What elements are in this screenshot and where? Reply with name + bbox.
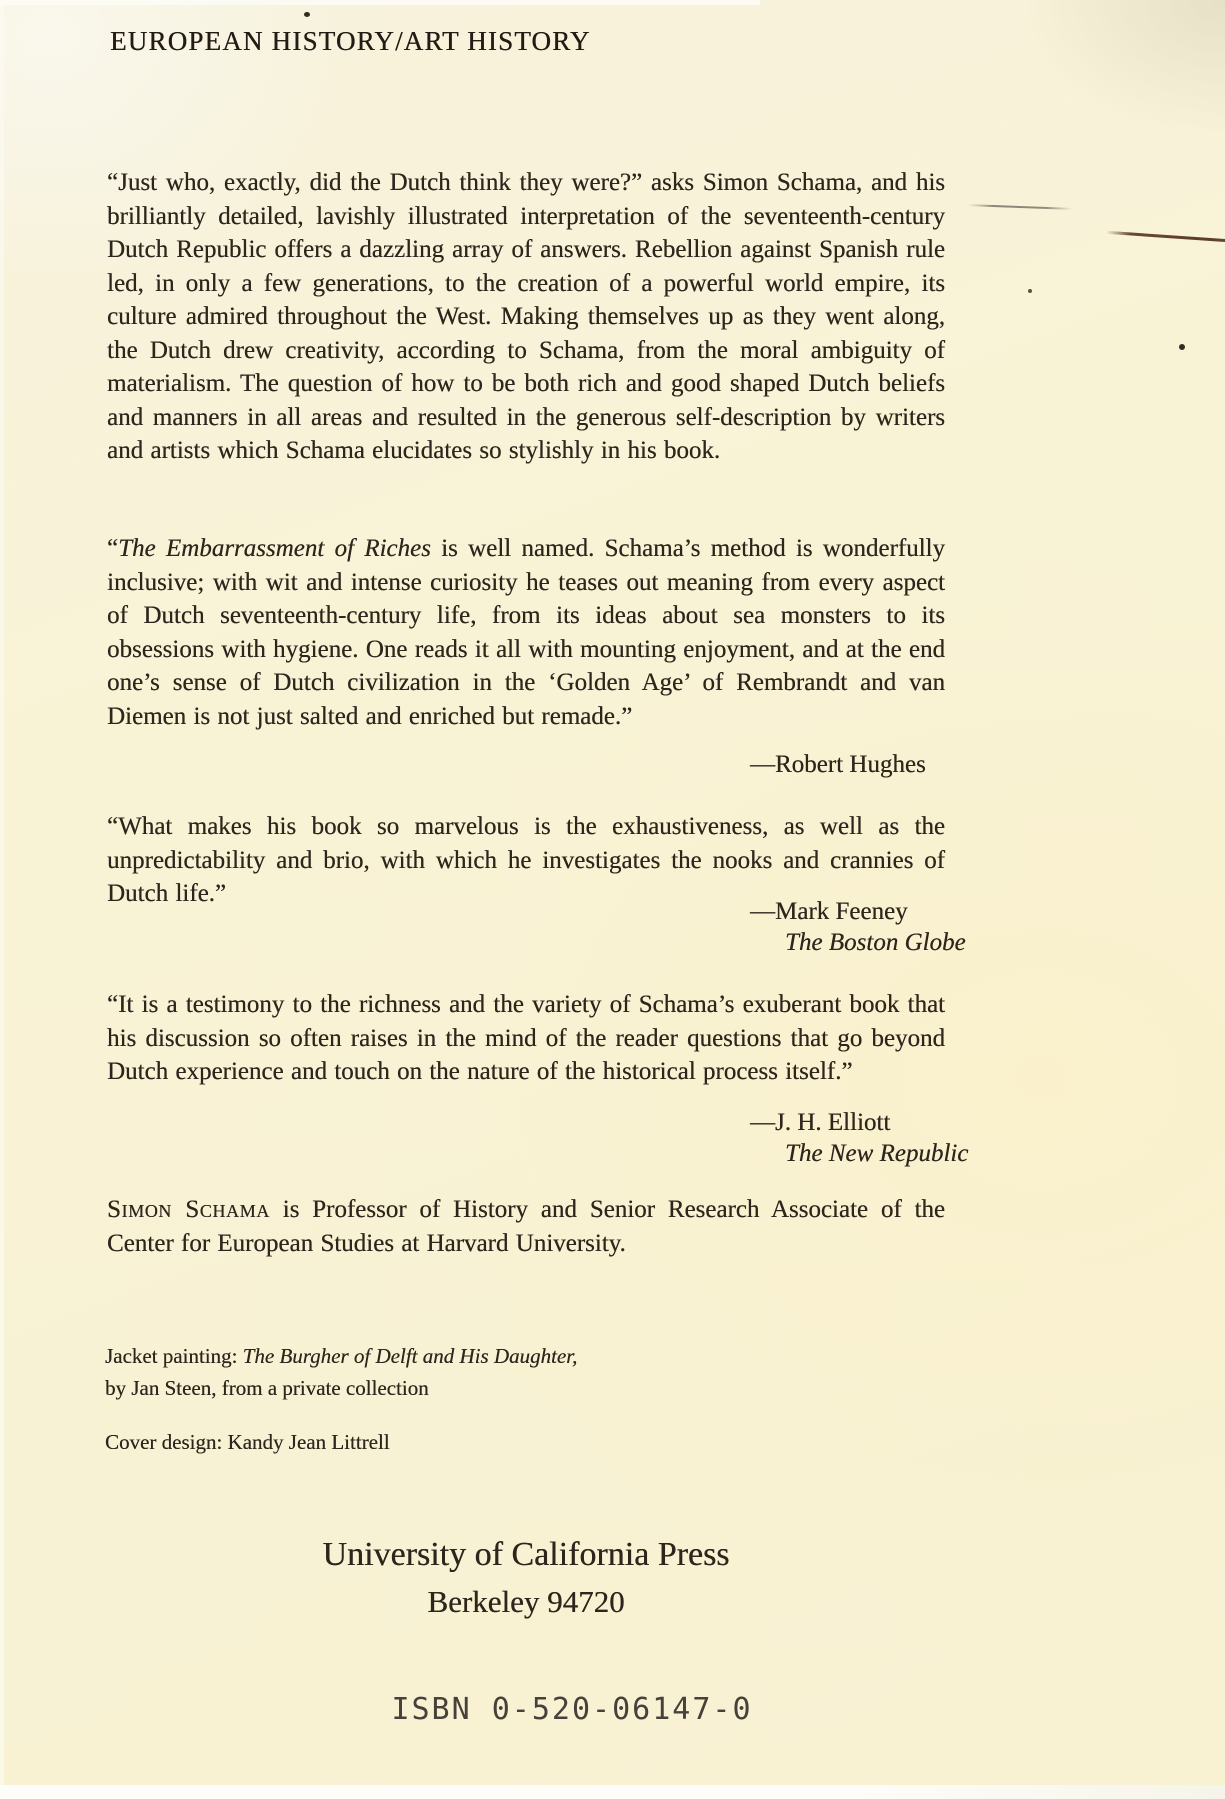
review-quote-elliott [107,988,945,1089]
text-segment: is well named. Schama’s method is wonderfully inclusive; with wit and intense curiosity he teases out meaning from every aspect of Dutch seventeenth-century life, from its ideas about sea monsters to its obsessions with hygiene. One reads it all with mounting enjoyment, and at the end one’s sense of Dutch civilization in the ‘Golden Age’ of Rembrandt and van Diemen is not just salted and enriched but remade.” [107,535,945,730]
source-new-republic: The New Republic [785,1140,969,1167]
attribution-robert-hughes: —Robert Hughes [750,751,926,778]
source-boston-globe: The Boston Globe [785,929,966,956]
jacket-painting-credit [105,1340,805,1404]
category-header: EUROPEAN HISTORY/ART HISTORY [110,26,591,56]
text-segment: Jacket painting: [105,1344,243,1368]
scan-edge-left [0,0,4,1799]
author-bio [107,1193,945,1261]
publisher-location: Berkeley 94720 [427,1584,625,1619]
ink-speck-right [1028,289,1032,293]
scan-edge-bottom [0,1785,1225,1799]
text-segment: The Embarrassment of Riches [118,535,431,562]
text-segment: Simon Schama [107,1196,270,1223]
attribution-mark-feeney: —Mark Feeney [750,898,908,925]
attribution-jh-elliott: —J. H. Elliott [750,1109,891,1136]
text-segment: “ [107,535,119,562]
scratch-mark-gray [968,204,1072,210]
isbn-number: ISBN 0-520-06147-0 [391,1692,753,1727]
ink-speck-top [304,12,310,17]
scratch-mark-brown [1106,231,1225,242]
review-quote-feeney [107,810,945,911]
scan-edge-top [0,0,760,5]
text-segment: “What makes his book so marvelous is the exhaustiveness, as well as the unpredictability and brio, with which he investigates the nooks and crannies of Dutch life.” [107,813,945,907]
jacket-painting-credit-line1 [105,1340,805,1372]
publisher-name: University of California Press [322,1536,730,1573]
main-blurb-paragraph: “Just who, exactly, did the Dutch think they were?” asks Simon Schama, and his brilliantly detailed, lavishly illustrated interpretation of the seventeenth-century Dutch Republic offers a dazzling array of answers. Rebellion against Spanish rule led, in only a few generations, to the creation of a powerful world empire, its culture admired throughout the West. Making themselves up as they went along, the Dutch drew creativity, according to Schama, from the moral ambiguity of materialism. The question of how to be both rich and good shaped Dutch beliefs and manners in all areas and resulted in the generous self-description by writers and artists which Schama elucidates so stylishly in his book. [107,169,945,464]
text-segment: is Professor of History and Senior Research Associate of the Center for European Studies at Harvard University. [107,1196,945,1257]
jacket-painting-credit-line2: by Jan Steen, from a private collection [105,1376,429,1400]
text-segment: “It is a testimony to the richness and the variety of Schama’s exuberant book that his discussion so often raises in the mind of the reader questions that go beyond Dutch experience and touch on the nature of the historical process itself.” [107,991,945,1085]
cover-design-credit: Cover design: Kandy Jean Littrell [105,1430,390,1454]
text-segment: The Burgher of Delft and His Daughter, [242,1344,578,1368]
review-quote-hughes [107,532,945,733]
ink-dot-right-margin [1179,344,1185,350]
